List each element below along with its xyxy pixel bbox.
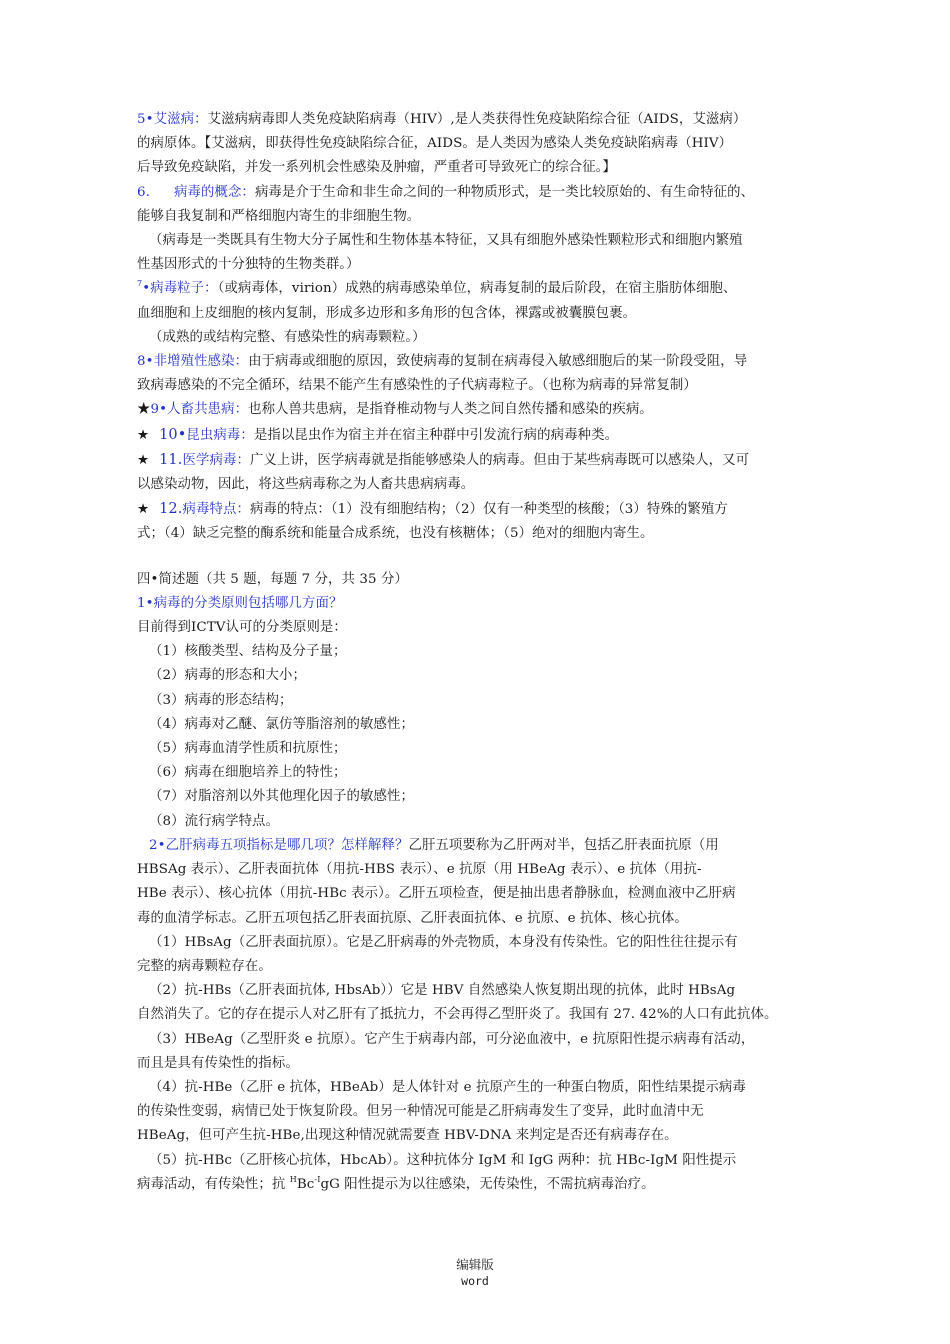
definition-7-note: （成熟的或结构完整、有感染性的病毒颗粒。） xyxy=(149,329,426,345)
definition-10 xyxy=(137,423,815,448)
anti-hbs-paragraph-line2: 自然消失了。它的存在提示人对乙肝有了抵抗力，不会再得乙型肝炎了。我国有 27. 42%的人口有此抗体。 xyxy=(137,1007,778,1023)
question-2-intro-line1: 乙肝五项要称为乙肝两对半，包括乙肝表面抗原（用 xyxy=(408,837,719,853)
question-1-item: （3）病毒的形态结构； xyxy=(149,692,293,708)
document-body xyxy=(137,108,815,1197)
anti-hbc-line2-superscript-h: H xyxy=(289,1174,297,1184)
hbeag-paragraph-line2: 而且是具有传染性的指标。 xyxy=(137,1055,299,1071)
definition-10-text-line1: 是指以昆虫作为宿主并在宿主种群中引发流行病的病毒种类。 xyxy=(253,427,619,443)
definition-8-number: 8• xyxy=(137,354,154,370)
definition-8 xyxy=(137,350,815,374)
definition-11-text-line2: 以感染动物，因此，将这些病毒称之为人畜共患病病毒。 xyxy=(137,477,475,493)
footer-edit-label: 编辑版 xyxy=(456,1257,494,1272)
definition-11-term: 医学病毒： xyxy=(182,452,250,468)
definition-5-number: 5• xyxy=(137,112,154,127)
anti-hbe-paragraph-line1: （4）抗-HBe（乙肝 e 抗体，HBeAb）是人体针对 e 抗原产生的一种蛋白物质，阳性结果提示病毒 xyxy=(149,1079,746,1095)
definition-7-text-line1: （或病毒体，virion）成熟的病毒感染单位，病毒复制的最后阶段，在宿主脂肪体细胞、 xyxy=(217,281,737,297)
definition-6-number: 6. xyxy=(137,184,150,200)
question-1-item: （6）病毒在细胞培养上的特性； xyxy=(149,765,347,781)
question-1-intro: 目前得到ICTV认可的分类原则是： xyxy=(137,620,347,636)
star-icon: ★ xyxy=(137,452,150,468)
question-2-intro-line4: 毒的血清学标志。乙肝五项包括乙肝表面抗原、乙肝表面抗体、e 抗原、e 抗体、核心抗体。 xyxy=(137,910,688,926)
definition-7-number: 7 xyxy=(137,279,143,289)
definition-5-text-line1: 艾滋病病毒即人类免疫缺陷病毒（HIV）,是人类获得性免疫缺陷综合征（AIDS，艾滋病） xyxy=(207,112,747,127)
definition-7-term: 病毒粒子： xyxy=(150,281,218,297)
definition-11-number: 11. xyxy=(159,451,183,468)
anti-hbe-paragraph-line3: HBeAg，但可产生抗-HBe,出现这种情况就需要查 HBV-DNA 来判定是否还有病毒存在。 xyxy=(137,1128,678,1144)
question-1-item: （1）核酸类型、结构及分子量； xyxy=(149,644,347,660)
definition-5 xyxy=(137,108,815,132)
footer-word-label: word xyxy=(461,1274,489,1288)
definition-12-text-line1: 病毒的特点：（1）没有细胞结构；（2）仅有一种类型的核酸；（3）特殊的繁殖方 xyxy=(249,502,728,518)
definition-12 xyxy=(137,497,815,522)
question-1-item: （8）流行病学特点。 xyxy=(149,813,280,829)
question-2-intro-line3: HBe 表示）、核心抗体（用抗-HBc 表示）。乙肝五项检查，便是抽出患者静脉血，检测血液中乙肝病 xyxy=(137,886,736,902)
definition-5-text-line3: 后导致免疫缺陷，并发一系列机会性感染及肿瘤，严重者可导致死亡的综合征。】 xyxy=(137,160,616,176)
definition-8-text-line2: 致病毒感染的不完全循环，结果不能产生有感染性的子代病毒粒子。（也称为病毒的异常复制） xyxy=(137,378,697,394)
definition-12-text-line2: 式；（4）缺乏完整的酶系统和能量合成系统，也没有核糖体；（5）绝对的细胞内寄生。 xyxy=(137,526,654,542)
star-icon: ★ xyxy=(137,502,150,518)
anti-hbc-paragraph-line2 xyxy=(137,1173,815,1197)
anti-hbc-line2-part-a: 病毒活动，有传染性；抗 xyxy=(137,1176,290,1192)
definition-6-text-line1: 病毒是介于生命和非生命之间的一种物质形式，是一类比较原始的、有生命特征的、 xyxy=(254,184,755,200)
question-2 xyxy=(137,834,815,858)
definition-9-text-line1: 也称人兽共患病，是指脊椎动物与人类之间自然传播和感染的疾病。 xyxy=(248,402,653,418)
definition-6-note-line2: 性基因形式的十分独特的生物类群。） xyxy=(137,257,360,273)
definition-8-text-line1: 由于病毒或细胞的原因，致使病毒的复制在病毒侵入敏感细胞后的某一阶段受阻，导 xyxy=(248,354,748,370)
definition-10-number: 10• xyxy=(159,426,187,443)
definition-5-term: 艾滋病： xyxy=(153,112,208,127)
definition-11-text-line1: 广义上讲，医学病毒就是指能够感染人的病毒。但由于某些病毒既可以感染人，又可 xyxy=(249,452,750,468)
definition-8-term: 非增殖性感染： xyxy=(153,354,249,370)
definition-12-number: 12. xyxy=(159,501,183,518)
star-icon: ★ xyxy=(137,427,150,443)
question-1-item: （7）对脂溶剂以外其他理化因子的敏感性； xyxy=(149,789,414,805)
definition-9-term: 人畜共患病： xyxy=(167,402,249,418)
question-1-title: 1•病毒的分类原则包括哪几方面？ xyxy=(137,595,343,611)
definition-6-term: 病毒的概念： xyxy=(173,184,255,200)
hbsag-paragraph-line2: 完整的病毒颗粒存在。 xyxy=(137,958,272,974)
definition-9 xyxy=(137,398,815,422)
section-4-heading: 四•简述题（共 5 题，每题 7 分，共 35 分） xyxy=(137,571,408,587)
definition-6-note-line1: （病毒是一类既具有生物大分子属性和生物体基本特征，又具有细胞外感染性颗粒形式和细胞内繁殖 xyxy=(149,233,743,249)
definition-6-text-line2: 能够自我复制和严格细胞内寄生的非细胞生物。 xyxy=(137,208,421,224)
section-spacer xyxy=(137,547,815,568)
anti-hbc-line2-superscript-i: -I xyxy=(314,1174,321,1184)
question-1-item: （4）病毒对乙醚、氯仿等脂溶剂的敏感性； xyxy=(149,716,414,732)
definition-7-text-line2: 血细胞和上皮细胞的核内复制，形成多边形和多角形的包含体，裸露或被囊膜包裹。 xyxy=(137,305,637,321)
anti-hbc-line2-part-b: Bc xyxy=(296,1176,315,1192)
definition-11 xyxy=(137,448,815,473)
definition-7-bullet: • xyxy=(142,281,151,297)
definition-9-number: 9• xyxy=(150,402,168,418)
question-2-intro-line2: HBSAg 表示）、乙肝表面抗体（用抗-HBS 表示）、e 抗原（用 HBeAg 表示）、e 抗体（用抗- xyxy=(137,862,702,878)
hbeag-paragraph-line1: （3）HBeAg（乙型肝炎 e 抗原）。它产生于病毒内部，可分泌血液中，e 抗原阳性提示病毒有活动， xyxy=(149,1031,755,1047)
hbsag-paragraph-line1: （1）HBsAg（乙肝表面抗原）。它是乙肝病毒的外壳物质，本身没有传染性。它的阳性往往提示有 xyxy=(149,934,738,950)
definition-5-text-line2: 的病原体。【艾滋病，即获得性免疫缺陷综合征，AIDS。是人类因为感染人类免疫缺陷病毒（HIV） xyxy=(137,136,733,152)
definition-6 xyxy=(137,181,815,205)
anti-hbc-line2-part-c: gG 阳性提示为以往感染，无传染性，不需抗病毒治疗。 xyxy=(320,1176,655,1192)
star-icon: ★ xyxy=(137,402,151,418)
definition-10-term: 昆虫病毒： xyxy=(186,427,254,443)
anti-hbs-paragraph-line1: （2）抗-HBs（乙肝表面抗体, HbsAb））它是 HBV 自然感染人恢复期出现的抗体，此时 HBsAg xyxy=(149,983,736,999)
question-1-item: （2）病毒的形态和大小； xyxy=(149,668,307,684)
definition-7 xyxy=(137,277,815,301)
definition-12-term: 病毒特点： xyxy=(182,502,250,518)
anti-hbc-paragraph-line1: （5）抗-HBc（乙肝核心抗体，HbcAb）。这种抗体分 IgM 和 IgG 两种：抗 HBc-IgM 阳性提示 xyxy=(149,1152,737,1168)
anti-hbe-paragraph-line2: 的传染性变弱，病情已处于恢复阶段。但另一种情况可能是乙肝病毒发生了变异，此时血清中无 xyxy=(137,1104,704,1120)
question-2-title: 2•乙肝病毒五项指标是哪几项？怎样解释？ xyxy=(149,837,409,853)
question-1-item: （5）病毒血清学性质和抗原性； xyxy=(149,741,347,757)
